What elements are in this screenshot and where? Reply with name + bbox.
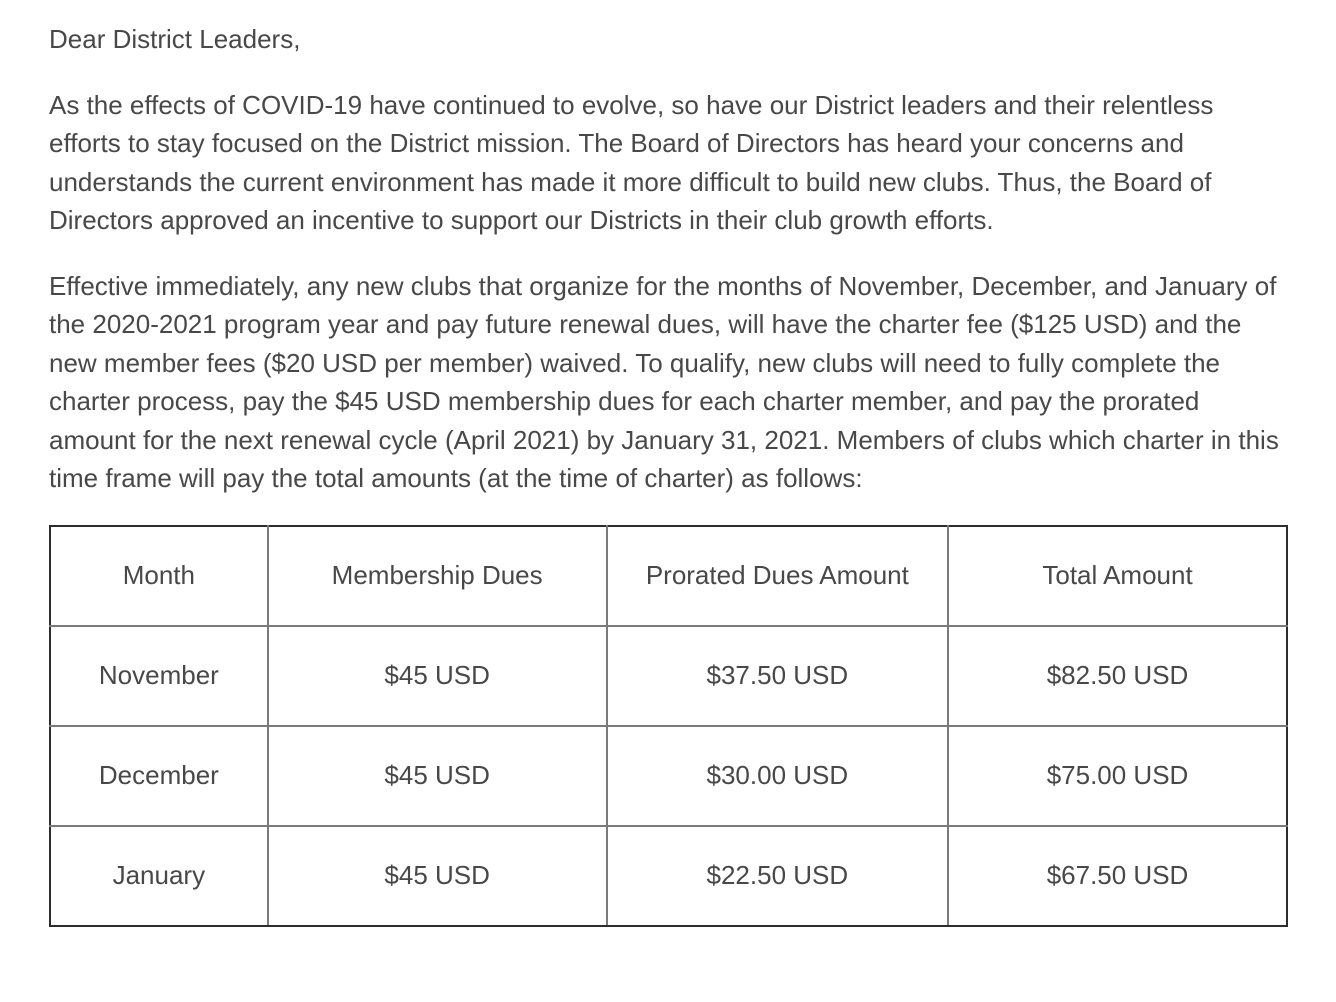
cell-membership-dues: $45 USD: [268, 826, 607, 926]
table-header-row: [50, 526, 1287, 626]
column-header-month: Month: [50, 526, 268, 626]
letter-greeting: Dear District Leaders,: [49, 24, 301, 54]
cell-prorated-dues: $37.50 USD: [607, 626, 948, 726]
column-header-membership-dues: Membership Dues: [268, 526, 607, 626]
letter-paragraph-1: As the effects of COVID-19 have continued to evolve, so have our District leaders and their relentless efforts to stay focused on the District mission. The Board of Directors has heard your concerns and understands the current environment has made it more difficult to build new clubs. Thus, the Board of Directors approved an incentive to support our Districts in their club growth efforts.: [49, 89, 1214, 235]
dues-table: [49, 525, 1288, 927]
column-header-prorated-dues-amount: Prorated Dues Amount: [607, 526, 948, 626]
cell-month: December: [50, 726, 268, 826]
cell-prorated-dues: $30.00 USD: [607, 726, 948, 826]
table-row-december: [50, 726, 1287, 826]
cell-membership-dues: $45 USD: [268, 626, 607, 726]
cell-membership-dues: $45 USD: [268, 726, 607, 826]
table-row-january: [50, 826, 1287, 926]
cell-total-amount: $82.50 USD: [948, 626, 1287, 726]
column-header-total-amount: Total Amount: [948, 526, 1287, 626]
cell-prorated-dues: $22.50 USD: [607, 826, 948, 926]
cell-month: November: [50, 626, 268, 726]
cell-total-amount: $75.00 USD: [948, 726, 1287, 826]
cell-total-amount: $67.50 USD: [948, 826, 1287, 926]
table-row-november: [50, 626, 1287, 726]
letter-paragraph-2: Effective immediately, any new clubs that organize for the months of November, December, and January of the 2020-2021 program year and pay future renewal dues, will have the charter fee ($125 USD) and the new member fees ($20 USD per member) waived. To qualify, new clubs will need to fully complete the charter process, pay the $45 USD membership dues for each charter member, and pay the prorated amount for the next renewal cycle (April 2021) by January 31, 2021. Members of clubs which charter in this time frame will pay the total amounts (at the time of charter) as follows:: [49, 270, 1279, 493]
cell-month: January: [50, 826, 268, 926]
